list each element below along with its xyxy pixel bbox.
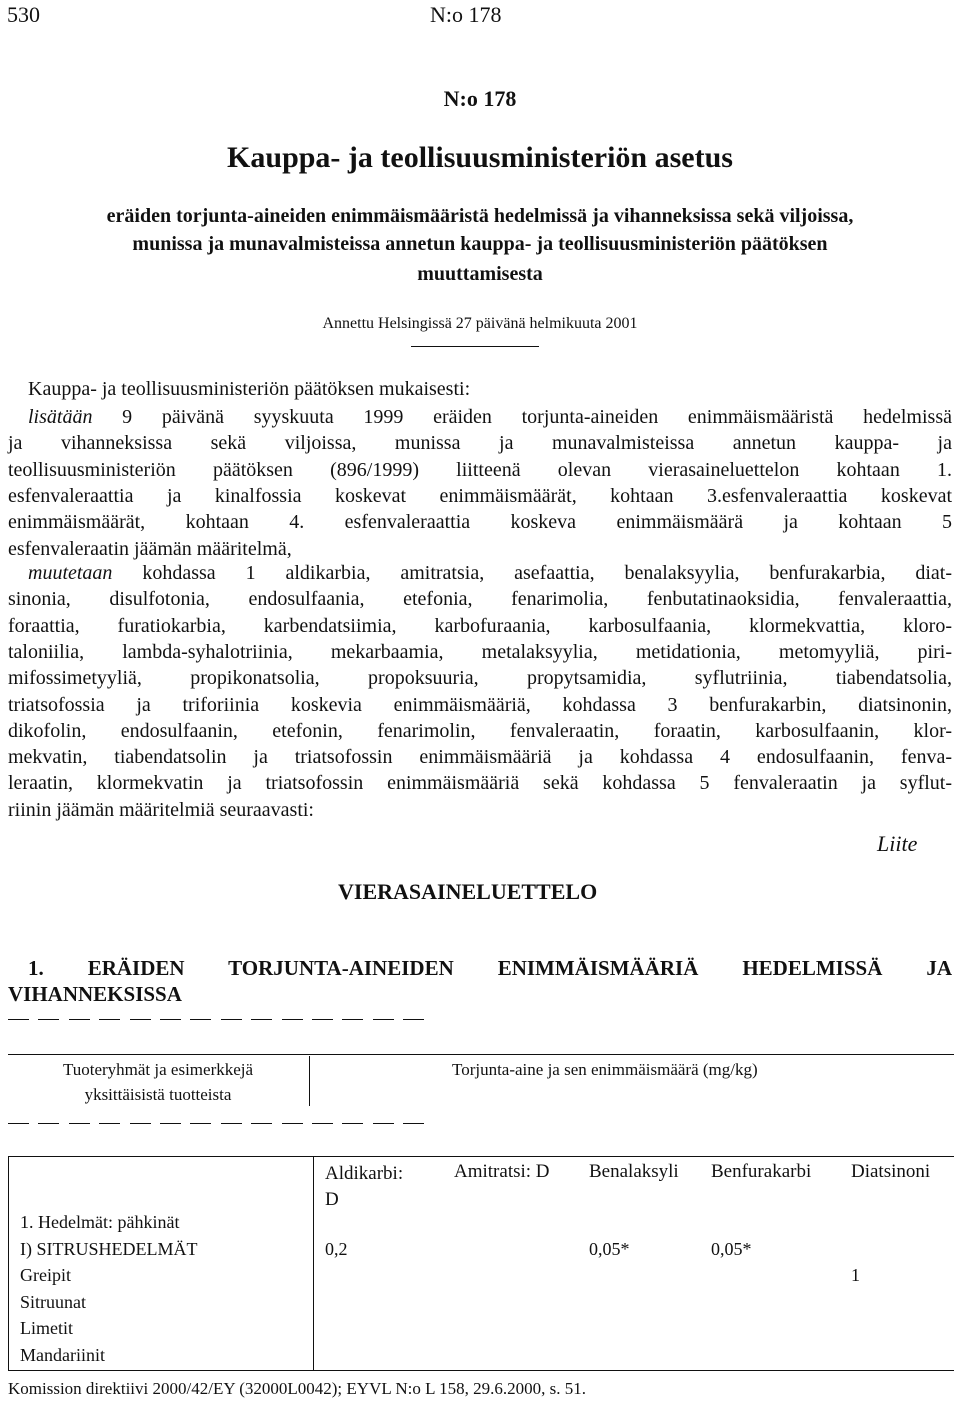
table-cell-value: 1 [851,1265,860,1286]
column-header-aldikarbi-line-1: Aldikarbi: [325,1163,404,1184]
left-header-line-2: yksittäisistä tuotteista [84,1085,232,1104]
muutetaan-text: mifossimetyyliä, propikonatsolia, propoksuuria, propytsamidia, syflutriinia, tiabendatsolia, [8,667,952,690]
dash-segment [312,1123,333,1124]
dash-segment [99,1123,120,1124]
dash-segment [99,1019,120,1020]
dash-segment [403,1019,424,1020]
dash-segment [282,1019,303,1020]
table-row-product: Mandariinit [20,1345,105,1365]
muutetaan-line [8,693,952,717]
table-header-vrule [309,1056,310,1106]
lisataan-text: 9 päivänä syyskuuta 1999 eräiden torjunta-aineiden enimmäismääristä hedelmissä [92,406,952,428]
lisataan-text: ja vihanneksissa sekä viljoissa, munissa ja munavalmisteissa annetun kauppa- ja [8,432,952,455]
footnote: Komission direktiivi 2000/42/EY (32000L0042); EYVL N:o L 158, 29.6.2000, s. 51. [8,1379,586,1398]
right-header: Torjunta-aine ja sen enimmäismäärä (mg/kg) [452,1060,758,1079]
dash-segment [190,1123,211,1124]
table-top-rule [8,1054,954,1055]
lisataan-line [8,431,952,455]
muutetaan-line [28,561,952,585]
dash-segment [221,1019,242,1020]
muutetaan-text: sinonia, disulfotonia, endosulfaania, etefonia, fenarimolia, fenbutatinaoksidia, fenvaleraattia, [8,588,952,611]
dash-segment [221,1123,242,1124]
section-heading-line-2: VIHANNEKSISSA [8,982,182,1006]
statute-number: N:o 178 [443,86,517,111]
lisataan-text: esfenvaleraattia ja kinalfossia koskevat enimmäismäärät, kohtaan 3.esfenvaleraattia koskevat [8,484,952,507]
data-table-top-rule [8,1156,954,1157]
table-cell-value: 0,05* [589,1238,630,1259]
muutetaan-text: mekvatin, tiabendatsolin ja triatsofossin enimmäismääriä ja kohdassa 4 endosulfaanin, fenva- [8,746,952,769]
section-heading-line-1: 1. ERÄIDEN TORJUNTA-AINEIDEN ENIMMÄISMÄÄRIÄ HEDELMISSÄ JA [28,956,952,980]
running-issue: N:o 178 [430,2,502,27]
dash-segment [130,1123,151,1124]
dash-segment [160,1019,181,1020]
dash-segment [160,1123,181,1124]
data-table-left-border [8,1156,9,1370]
lisataan-line [8,484,952,508]
lisataan-line [8,458,952,482]
dash-segment [8,1019,29,1020]
lisataan-keyword: lisätään [28,406,93,428]
data-table-bottom-rule [8,1370,954,1371]
column-header-benfurakarbi: Benfurakarbi [711,1161,812,1182]
lisataan-text: teollisuusministeriön päätöksen (896/1999) liitteenä olevan vierasaineluettelon kohtaan 1. [8,458,952,481]
muutetaan-keyword: muutetaan [28,562,113,584]
left-header-line-1: Tuoteryhmät ja esimerkkejä [62,1060,254,1079]
muutetaan-line [8,614,952,638]
column-header-aldikarbi-line-2: D [325,1189,339,1210]
muutetaan-line [8,640,952,664]
table-row-product: Greipit [20,1265,71,1286]
muutetaan-text: kohdassa 1 aldikarbia, amitratsia, asefaattia, benalaksyylia, benfurakarbia, diat- [112,562,952,584]
annex-title: VIERASAINELUETTELO [338,879,598,904]
dash-segment [130,1019,151,1020]
dash-segment [282,1123,303,1124]
muutetaan-line [8,587,952,611]
dash-segment [342,1019,363,1020]
dash-segment [38,1019,59,1020]
muutetaan-text: riinin jäämän määritelmiä seuraavasti: [8,798,314,821]
lisataan-line [28,405,952,429]
muutetaan-text: dikofolin, endosulfaanin, etefonin, fenarimolin, fenvaleraatin, foraatin, karbosulfaanin, klor- [8,719,952,742]
table-row-product: I) SITRUSHEDELMÄT [20,1238,198,1259]
muutetaan-line [8,719,952,743]
table-cell-value: 0,05* [711,1238,752,1259]
muutetaan-line [8,771,952,795]
subtitle-line-3: muuttamisesta [417,263,543,285]
column-header-amitratsi: Amitratsi: D [454,1161,550,1182]
heading-divider [411,346,539,347]
dash-segment [312,1019,333,1020]
table-row-product: Limetit [20,1318,73,1339]
dash-segment [38,1123,59,1124]
given-date: Annettu Helsingissä 27 päivänä helmikuuta 2001 [322,315,638,332]
table-row-product: Sitruunat [20,1291,86,1312]
page-number: 530 [7,2,40,27]
dash-segment [373,1019,394,1020]
column-header-benalaksyli: Benalaksyli [589,1161,679,1182]
dash-segment [8,1123,29,1124]
lisataan-text: enimmäismäärät, kohtaan 4. esfenvaleraattia koskeva enimmäismäärä ja kohtaan 5 [8,511,952,534]
annex-label: Liite [877,831,918,856]
dash-segment [373,1123,394,1124]
column-header-aldikarbi [325,1161,403,1213]
muutetaan-text: taloniilia, lambda-syhalotriinia, mekarbaamia, metalaksyylia, metidationia, metomyyliä, piri- [8,640,952,663]
data-table-vrule [313,1156,314,1370]
muutetaan-line [8,666,952,690]
muutetaan-text: triatsofossia ja triforiinia koskevia enimmäismääriä, kohdassa 3 benfurakarbin, diatsinonin, [8,693,952,716]
statute-title: Kauppa- ja teollisuusministeriön asetus [227,141,733,174]
dash-segment [190,1019,211,1020]
subtitle-line-2: munissa ja munavalmisteissa annetun kauppa- ja teollisuusministeriön päätöksen [132,233,828,255]
lisataan-text: esfenvaleraatin jäämän määritelmä, [8,537,292,560]
dash-segment [403,1123,424,1124]
lisataan-line [8,510,952,534]
table-row-product: 1. Hedelmät: pähkinät [20,1212,180,1232]
intro-line: Kauppa- ja teollisuusministeriön päätöksen mukaisesti: [28,378,471,400]
subtitle-line-1: eräiden torjunta-aineiden enimmäismääristä hedelmissä ja vihanneksissa sekä viljoissa, [106,205,854,227]
column-header-diatsinoni: Diatsinoni [851,1161,931,1182]
muutetaan-line [8,798,952,822]
dash-segment [69,1019,90,1020]
muutetaan-text: leraatin, klormekvatin ja triatsofossin enimmäismääriä sekä kohdassa 5 fenvaleraatin ja syflut- [8,772,952,795]
dash-segment [342,1123,363,1124]
lisataan-line [8,537,952,561]
table-cell-value: 0,2 [325,1238,348,1259]
muutetaan-line [8,745,952,769]
dash-segment [251,1019,272,1020]
muutetaan-text: foraattia, furatiokarbia, karbendatsiimia, karbofuraania, karbosulfaania, klormekvattia, kloro- [8,614,952,637]
dash-segment [69,1123,90,1124]
dash-segment [251,1123,272,1124]
